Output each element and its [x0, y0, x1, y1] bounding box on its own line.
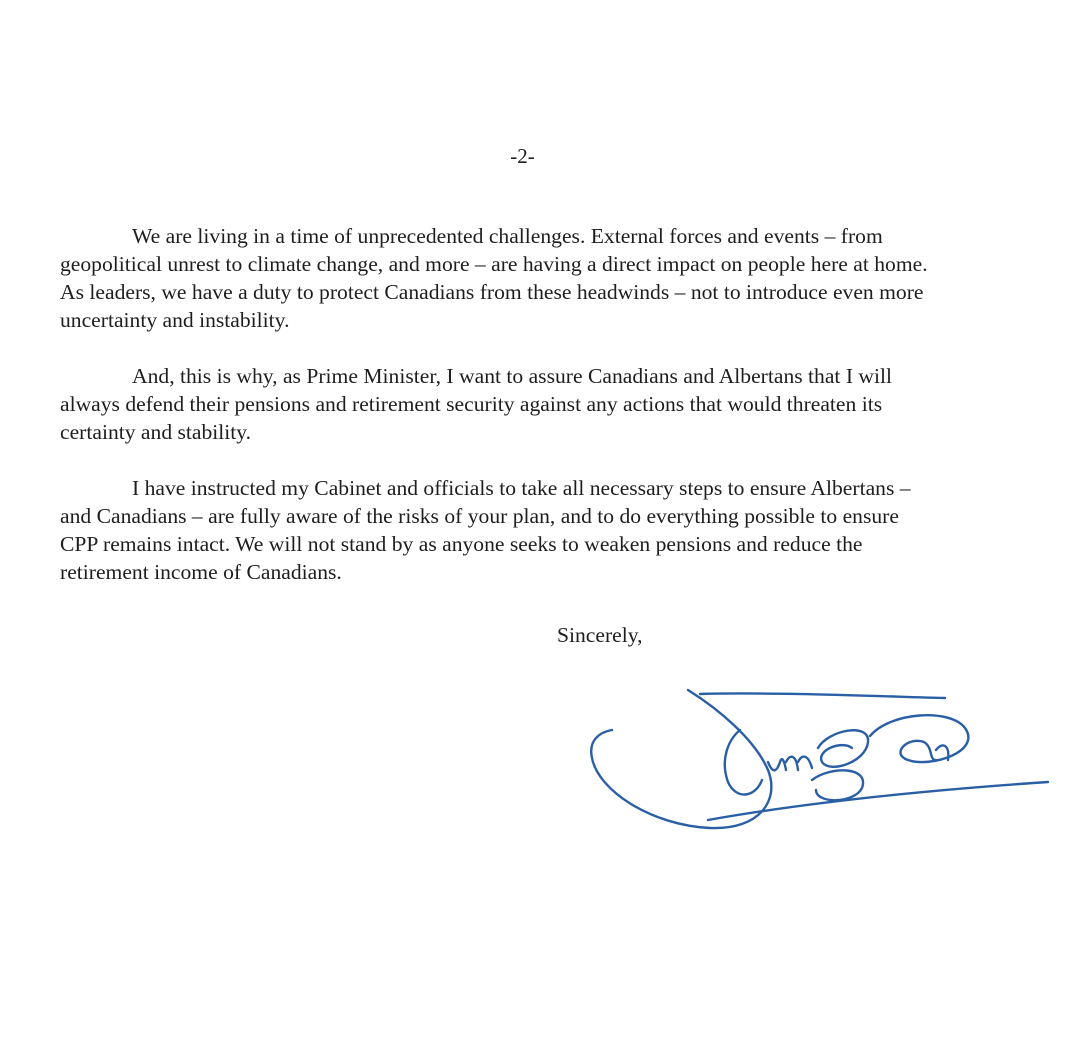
letter-body — [60, 222, 1045, 614]
signature-image — [590, 670, 1050, 880]
signature-icon — [590, 670, 1050, 880]
paragraph-assurance: And, this is why, as Prime Minister, I want to assure Canadians and Albertans that I will always defend their pensions and retirement security against any actions that would threaten its certainty and stability. — [60, 364, 892, 444]
paragraph-instructions: I have instructed my Cabinet and officials to take all necessary steps to ensure Albertans – and Canadians – are fully aware of the risks of your plan, and to do everything possible to ensure CPP remains intact. We will not stand by as anyone seeks to weaken pensions and reduce the retirement income of Canadians. — [60, 476, 911, 584]
paragraph-challenges: We are living in a time of unprecedented challenges. External forces and events – from geopolitical unrest to climate change, and more – are having a direct impact on people here at home. As leaders, we have a duty to protect Canadians from these headwinds – not to introduce even more uncertainty and instability. — [60, 224, 928, 332]
page-number: -2- — [510, 144, 535, 168]
closing-salutation: Sincerely, — [557, 623, 643, 647]
